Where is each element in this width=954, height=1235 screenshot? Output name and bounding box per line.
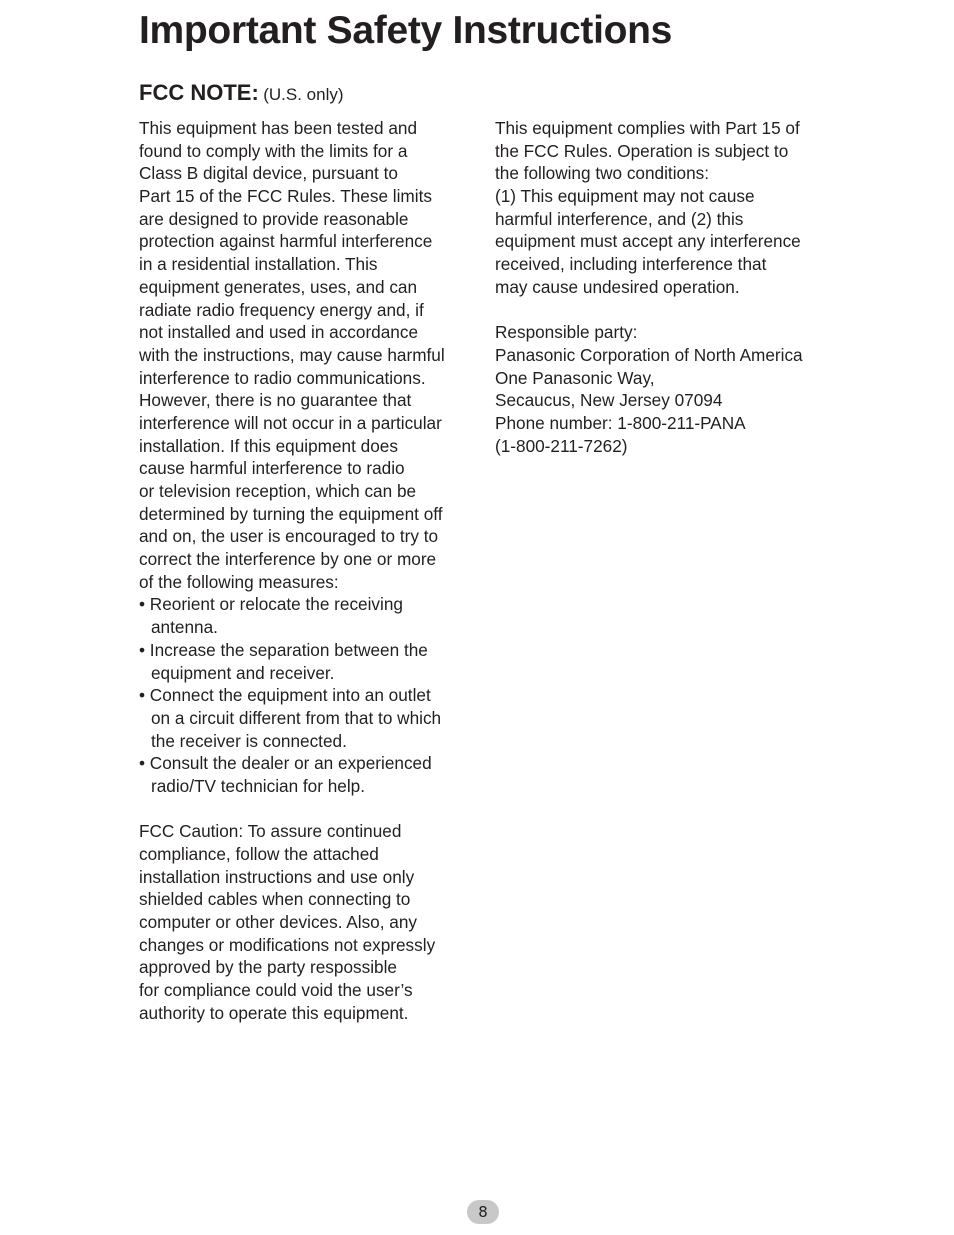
- text-line: equipment must accept any interference: [495, 231, 801, 252]
- page-number-badge: 8: [467, 1200, 499, 1224]
- text-line: approved by the party respossible: [139, 957, 397, 978]
- measures-list: [139, 593, 477, 797]
- fcc-note-heading: [139, 78, 344, 111]
- text-line: Panasonic Corporation of North America: [495, 344, 803, 365]
- text-line: Secaucus, New Jersey 07094: [495, 390, 723, 411]
- responsible-party-block: [495, 321, 840, 457]
- text-line: or television reception, which can be: [139, 481, 417, 501]
- text-line: This equipment has been tested and: [139, 118, 418, 138]
- text-line: in a residential installation. This: [139, 254, 378, 275]
- text-line: cause harmful interference to radio: [139, 458, 405, 479]
- right-column: [495, 117, 840, 457]
- bullet-line: • Reorient or relocate the receiving: [139, 594, 403, 615]
- text-line: protection against harmful interference: [139, 231, 433, 252]
- text-line: with the instructions, may cause harmful: [139, 344, 445, 365]
- text-line: and on, the user is encouraged to try to: [139, 526, 439, 547]
- text-line: equipment generates, uses, and can: [139, 276, 418, 297]
- text-line: for compliance could void the user’s: [139, 980, 413, 1001]
- text-line: interference to radio communications.: [139, 367, 426, 388]
- text-line: installation instructions and use only: [139, 866, 415, 887]
- text-line: Part 15 of the FCC Rules. These limits: [139, 186, 432, 207]
- text-line: harmful interference, and (2) this: [495, 208, 744, 229]
- bullet-continuation: on a circuit different from that to which: [151, 707, 442, 728]
- text-line: interference will not occur in a particular: [139, 412, 442, 433]
- list-item: [139, 593, 477, 638]
- bullet-continuation: the receiver is connected.: [151, 730, 347, 751]
- part15-conditions-paragraph: [495, 117, 840, 299]
- text-line: (1) This equipment may not cause: [495, 186, 755, 207]
- page-title: Important Safety Instructions: [139, 9, 673, 52]
- bullet-line: • Increase the separation between the: [139, 639, 428, 660]
- text-line: computer or other devices. Also, any: [139, 912, 418, 933]
- text-line: Responsible party:: [495, 322, 638, 343]
- text-line: authority to operate this equipment.: [139, 1002, 409, 1023]
- text-line: (1-800-211-7262): [495, 435, 628, 456]
- bullet-line: • Consult the dealer or an experienced: [139, 753, 432, 774]
- paragraph-spacer: [495, 299, 840, 322]
- text-line: found to comply with the limits for a: [139, 140, 408, 161]
- text-line: the FCC Rules. Operation is subject to: [495, 140, 789, 161]
- text-line: may cause undesired operation.: [495, 276, 740, 297]
- fcc-note-label: FCC NOTE:: [139, 80, 259, 105]
- text-line: of the following measures:: [139, 571, 339, 592]
- bullet-line: • Connect the equipment into an outlet: [139, 685, 431, 706]
- text-line: are designed to provide reasonable: [139, 208, 409, 229]
- text-line: correct the interference by one or more: [139, 549, 437, 570]
- text-line: the following two conditions:: [495, 163, 710, 184]
- fcc-caution-paragraph: [139, 820, 477, 1024]
- bullet-continuation: antenna.: [151, 617, 218, 638]
- text-line: One Panasonic Way,: [495, 367, 655, 388]
- bullet-continuation: radio/TV technician for help.: [151, 775, 366, 796]
- text-line: compliance, follow the attached: [139, 844, 379, 864]
- text-line: However, there is no guarantee that: [139, 390, 412, 411]
- text-line: This equipment complies with Part 15 of: [495, 118, 800, 138]
- fcc-note-qualifier: (U.S. only): [263, 85, 344, 104]
- list-item: [139, 752, 477, 797]
- paragraph-spacer: [139, 798, 477, 821]
- text-line: radiate radio frequency energy and, if: [139, 299, 424, 320]
- text-line: shielded cables when connecting to: [139, 889, 411, 910]
- text-line: Phone number: 1-800-211-PANA: [495, 412, 746, 433]
- text-line: FCC Caution: To assure continued: [139, 821, 402, 842]
- text-line: installation. If this equipment does: [139, 435, 398, 456]
- text-line: Class B digital device, pursuant to: [139, 163, 398, 184]
- left-column: [139, 117, 477, 1025]
- bullet-continuation: equipment and receiver.: [151, 662, 335, 683]
- text-line: determined by turning the equipment off: [139, 503, 443, 524]
- text-line: not installed and used in accordance: [139, 322, 419, 343]
- text-line: changes or modifications not expressly: [139, 934, 436, 955]
- text-line: received, including interference that: [495, 254, 767, 275]
- fcc-compliance-paragraph: [139, 117, 477, 593]
- list-item: [139, 639, 477, 684]
- list-item: [139, 684, 477, 752]
